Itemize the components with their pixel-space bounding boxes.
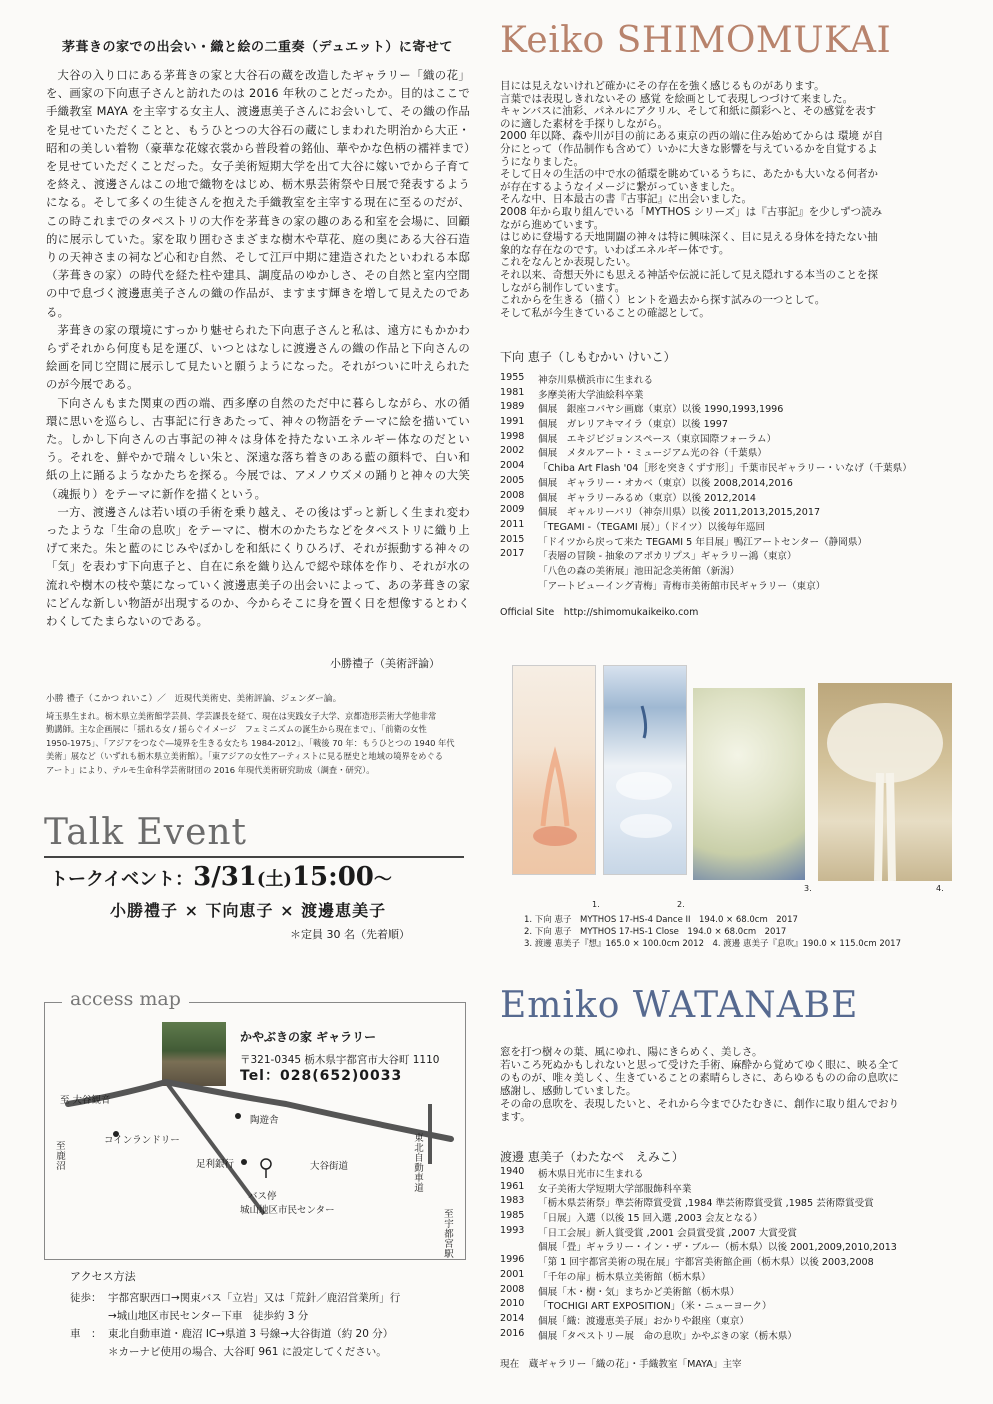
bio-row: 2009 個展 ギャルリーパリ（神奈川県）以後 2011,2013,2015,2017 [500, 504, 821, 519]
bio-row: 1955 神奈川県横浜市に生まれる [500, 372, 654, 386]
talk-speakers: 小勝禮子 × 下向恵子 × 渡邊恵美子 [110, 901, 387, 920]
bio-row: 2008 個展「木・樹・気」まちかど美術館（栃木県） [500, 1283, 740, 1298]
gallery-address: 〒321-0345 栃木県宇都宮市大谷町 1110 [240, 1054, 440, 1066]
watanabe-current: 現在 蔵ギャラリー「織の花」・手織教室「MAYA」主宰 [500, 1359, 742, 1370]
bio-row: 1993 「日工会展」新人賞受賞 ,2001 会員賞受賞 ,2007 大賞受賞 [500, 1224, 798, 1239]
artwork-caption: 3. 渡邊 恵美子『想』165.0 × 100.0cm 2012 4. 渡邊 恵美子『息吹』190.0 × 115.0cm 2017 [524, 939, 901, 949]
access-walk-line: →城山地区市民センター下車 徒歩約 3 分 [108, 1310, 309, 1322]
talk-label: トークイベント： [50, 869, 194, 890]
essay-author: 小勝禮子（美術評論） [330, 657, 440, 670]
bio-row: 1981 多摩美術大学油絵科卒業 [500, 386, 644, 401]
artwork-caption: 1. 下向 恵子 MYTHOS 17-HS-4 Dance II 194.0 × 68.0cm 2017 [524, 915, 798, 925]
watanabe-profile-title: 渡邊 恵美子（わたなべ えみこ） [500, 1150, 684, 1164]
watanabe-bio [500, 1166, 970, 1342]
bio-row: 1940 栃木県日光市に生まれる [500, 1166, 644, 1180]
bio-row: 1996 「第 1 回宇都宮美術の現在展」宇都宮美術館企画（栃木県）以後 2003,2008 [500, 1254, 874, 1269]
essay-paragraph: 大谷の入り口にある茅葺きの家と大谷石の蔵を改造したギャラリー「織の花」を、画家の下向恵子さんと訪れたのは 2016 年秋のことだったか。目的はここで手織教室 MAYA を主宰する女主人、渡邊恵美子さんにお会いして、その織の作品を見せていただくことと、もうひとつの大谷石の蔵にしまわれた明治から大正・昭和の美しい着物（豪華な花嫁衣裳から普段着の銘仙、華やかな色柄の襦袢まで）を見せていただくことだった。女子美術短期大学を出て大谷に嫁いでから子育てを終え、渡邊さんはこの地で織物をはじめ、栃木県芸術祭や日展で発表するようになる。そして多くの生徒さんを抱えた手織教室を主宰する現在に至るのだが、この時これまでのタペストリの大作を茅葺きの家の趣のある和室を会場に、回顧的に展示していた。家を取り囲むさまざまな樹木や草花、庭の奥にある大谷石造りの天神さまの祠など心和む自然、そして江戸中期に建造されたといわれる本邸（茅葺きの家）の時代を経た柱や建具、調度品のゆかしさ、その自然と室内空間の中で息づく渡邊恵美子さんの織の作品が、ますます輝きを増して見えたのである。 [46, 68, 470, 319]
artwork-number: 1. [592, 900, 600, 909]
statement-line: はじめに登場する天地開闢の神々は特に興味深く、目に見える身体を持たない抽 [500, 231, 878, 244]
statement-line: それ以来、奇想天外にも思える神話や伝説に託して見え隠れする本当のことを探 [500, 268, 878, 281]
talk-event-title: Talk Event [44, 812, 248, 853]
bio-row: 1985 「日展」入選（以後 15 回入選 ,2003 会友となる） [500, 1210, 763, 1225]
statement-line: そして私が今生きていることの確認として。 [500, 306, 710, 319]
statement-line: キャンバスに油彩、パネルにアクリル、そして和紙に顔彩へと、その感覚を表す [500, 105, 877, 118]
bio-row: 2017 「表層の冒険 - 抽象のアポカリプス」ギャラリー鴻（東京） [500, 548, 797, 563]
bio-row: 2011 「TEGAMI -（TEGAMI 展）」（ドイツ）以後毎年巡回 [500, 518, 766, 533]
access-car-line: 東北自動車道・鹿沼 IC→県道 3 号線→大谷街道（約 20 分） [108, 1328, 394, 1340]
statement-line: そんな中、日本最古の書『古事記』に出会いました。 [500, 193, 752, 206]
statement-line: 感謝し、感動していました。 [500, 1085, 637, 1097]
essay-paragraph: 下向さんもまた関東の西の端、西多摩の自然のただ中に暮らしながら、水の循環に思いを巡らし、古事記に行きあたって、神々の物語をテーマに絵を描いていた。しかし下向さんの古事記の神々は身体を持たないエネルギー体なのだという。それを、鮮やかで瑞々しい朱と、深遠な落ち着きのある藍の顔料で、白い和紙の上に踊るようなかたちを探る。今展では、アメノウズメの踊りと神々の大笑（魂振り）をテーマに新作を描くという。 [46, 395, 470, 501]
critic-bio-line: アート」により、テルモ生命科学芸術財団の 2016 年現代美術研究助成（調査・研究）。 [46, 764, 375, 775]
watanabe-name: Emiko WATANABE [500, 985, 859, 1026]
artwork-dance-ii-image [513, 666, 595, 874]
talk-weekday: (土) [256, 869, 292, 890]
bio-row: 「アートビューイング青梅」青梅市美術館市民ギャラリー（東京） [538, 580, 826, 592]
statement-line: そして日々の生活の中で水の循環を眺めているうちに、あたかも大いなる何者か [500, 168, 878, 181]
bio-row: 2014 個展「織：渡邊恵美子展」おかりや銀座（東京） [500, 1312, 750, 1327]
access-map-drawing [46, 1004, 462, 1256]
artwork-dance-ii [512, 665, 596, 875]
bio-row: 2004 「Chiba Art Flash '04［形を突きくずす形］」千葉市民ギャラリー・いなげ（千葉県） [500, 460, 912, 475]
statement-line: が存在するようなイメージに繋がっていきました。 [500, 180, 742, 193]
map-label-ohya-kannon: 至 大谷観音 [60, 1095, 111, 1106]
statement-line: これからを生きる（描く）ヒントを過去から探す試みの一つとして。 [500, 294, 826, 307]
artwork-number: 3. [804, 884, 812, 893]
critic-bio-line: 美術」展など（いずれも栃木県立美術館）。「東アジアの女性アーティストに見る歴史と地域の境界をめぐる [46, 751, 444, 762]
bank-dot [241, 1159, 247, 1165]
statement-line: しながら制作しています。 [500, 281, 626, 294]
statement-line: 目には見えないけれど確かにその存在を強く感じるものがあります。 [500, 80, 825, 92]
shimomukai-name: Keiko SHIMOMUKAI [500, 20, 892, 61]
access-car-label: 車 ： [70, 1328, 102, 1340]
statement-line: ながら進めています。 [500, 218, 605, 231]
bio-row: 「八色の森の美術展」池田記念美術館（新潟） [538, 565, 740, 577]
toyusha-dot [235, 1113, 241, 1119]
statement-line: これをなんとか表現したい。 [500, 256, 637, 269]
bus-stop-icon [261, 1159, 271, 1169]
statement-line: のに適した素材を手探りしながら。 [500, 117, 668, 130]
essay-title: 茅葺きの家での出会い・織と絵の二重奏（デュエット）に寄せて [62, 40, 453, 55]
bio-row: 2001 「千年の扉」栃木県立美術館（栃木県） [500, 1268, 711, 1283]
bio-row: 2016 個展「タペストリー展 命の息吹」かやぶきの家（栃木県） [500, 1327, 798, 1342]
gallery-tel: Tel：028(652)0033 [240, 1068, 403, 1084]
bio-row: 個展「畳」ギャラリー・イン・ザ・ブルー（栃木県）以後 2001,2009,2010,2013 [538, 1242, 897, 1254]
map-label-laundry: コインランドリー [104, 1135, 180, 1146]
statement-line: 象的な存在なのです。いわばエネルギー体です。 [500, 243, 730, 256]
essay-paragraph: 茅葺きの家の環境にすっかり魅せられた下向恵子さんと私は、遠方にもかかわらずそれから何度も足を運び、いつとはなしに渡邊さんの織の作品と下向さんの絵画を同じ空間に展示して見たいと願うようになった。それがついに叶えられたのが今展である。 [46, 322, 470, 392]
shimomukai-bio [500, 372, 970, 592]
map-label-oya-road: 大谷街道 [310, 1161, 349, 1172]
artwork-ibuki [818, 683, 952, 881]
artwork-caption: 2. 下向 恵子 MYTHOS 17-HS-1 Close 194.0 × 68.0cm 2017 [524, 927, 787, 937]
shimomukai-statement [500, 80, 960, 319]
statement-line: 2008 年から取り組んでいる「MYTHOS シリーズ」は『古事記』を少しずつ読み [500, 205, 883, 218]
oya-road-line [68, 1082, 451, 1139]
bio-row: 2010 「TOCHIGI ART EXPOSITION」（米・ニューヨーク） [500, 1298, 772, 1313]
map-label-to: 至 [56, 1141, 66, 1152]
statement-line: 分にとって（作品制作も含めて）いかに大きな影響を与えているかを自覚するよ [500, 142, 878, 155]
talk-event-schedule [50, 862, 392, 892]
bio-row: 2008 個展 ギャラリーみるめ（東京）以後 2012,2014 [500, 489, 757, 504]
bio-row: 1961 女子美術大学短期大学部服飾科卒業 [500, 1180, 692, 1195]
bio-row: 2002 個展 メタルアート・ミュージアム光の谷（千葉県） [500, 445, 767, 460]
statement-line: 2000 年以降、森や川が目の前にある東京の西の端に住み始めてからは 環境 が自 [500, 130, 884, 143]
talk-divider [44, 856, 464, 858]
access-title: アクセス方法 [70, 1270, 136, 1283]
essay-body [46, 66, 470, 630]
official-site-link[interactable]: Official Site http://shimomukaikeiko.com [500, 607, 699, 618]
gallery-name: かやぶきの家 ギャラリー [240, 1030, 377, 1044]
map-label-to: 至 [444, 1209, 454, 1220]
statement-line: 言葉では表現しきれないその 感覚 を絵画として表現しつづけて来ました。 [500, 92, 854, 105]
critic-bio-line: 埼玉県生まれ。栃木県立美術館学芸員、学芸課長を経て、現在は実践女子大学、京都造形芸術大学他非常 [46, 710, 437, 721]
statement-line: その命の息吹を、表現したいと、それから今までひたむきに、創作に取り組んでおり [500, 1098, 899, 1110]
map-label-utsunomiya: 宇都宮駅 [444, 1219, 454, 1260]
bio-row: 2015 「ドイツから戻って来た TEGAMI 5 年目展」鴨江アートセンター（静岡県） [500, 533, 868, 548]
critic-bio-line: 勤講師。主な企画展に「揺れる女 / 揺らぐイメージ フェミニズムの誕生から現在まで」、「前衛の女性 [46, 724, 427, 735]
statement-line: うになりました。 [500, 155, 584, 168]
bio-row: 1983 「栃木県芸術祭」準芸術際賞受賞 ,1984 準芸術際賞受賞 ,1985 芸術際賞受賞 [500, 1195, 874, 1210]
statement-line: のものが、唯々美しく、生きていることの素晴らしさに、あらゆるものの命の息吹に [500, 1072, 899, 1084]
statement-line: 窓を打つ樹々の葉、風にゆれ、陽にきらめく、美しさ。 [500, 1046, 763, 1058]
statement-line: 若いころ死ぬかもしれないと思って受けた手術、麻酔から覚めてゆく眼に、映る全て [500, 1059, 899, 1071]
access-walk-label: 徒歩： [70, 1292, 102, 1304]
statement-line: ます。 [500, 1111, 531, 1123]
map-label-expressway: 東北自動車道 [414, 1133, 424, 1194]
essay-paragraph: 一方、渡邊さんは若い頃の手術を乗り越え、その後はずっと新しく生まれ変わったような「生命の息吹」をテーマに、樹木のかたちなどをタペストリに織り上げて来た。朱と藍のにじみやぼかしを和紙にくりひろげ、それが振動する神々の「気」を表わす下向恵子と、自在に糸を織り込んで綛や球体を作り、それが水の流れや樹木の枝や葉になっていく渡邊恵美子の出会いによって、あの茅葺きの家にどんな新しい物語が出現するのか、今からそこに身を置く日を想像するとわくわくしてたまらないのである。 [46, 504, 470, 629]
talk-time: 15:00 [291, 862, 374, 892]
artwork-number: 4. [936, 884, 944, 893]
map-label-kanuma: 鹿沼 [56, 1151, 66, 1172]
talk-capacity: ＊定員 30 名（先着順） [290, 928, 410, 941]
bio-row: 1998 個展 エキジビジョンスペース（東京国際フォーラム） [500, 430, 777, 445]
map-label-toyusha: 陶遊舎 [250, 1115, 279, 1126]
bio-row: 2005 個展 ギャラリー・オカベ（東京）以後 2008,2014,2016 [500, 474, 793, 489]
critic-bio [46, 693, 466, 778]
access-car-note: ＊カーナビ使用の場合、大谷町 961 に設定してください。 [108, 1346, 387, 1358]
map-label-bus-stop: バス停 [248, 1191, 277, 1202]
talk-date: 3/31 [193, 862, 257, 892]
bio-row: 1991 個展 ガレリアキマイラ（東京）以後 1997 [500, 416, 728, 431]
critic-bio-intro: 小勝 禮子（こかつ れいこ）／ 近現代美術史、美術評論、ジェンダー論。 [46, 694, 342, 704]
artwork-omoi [693, 688, 805, 880]
watanabe-statement [500, 1046, 965, 1124]
artwork-close [603, 665, 687, 875]
shimomukai-profile-title: 下向 恵子（しもむかい けいこ） [500, 350, 676, 364]
artwork-close-image [604, 666, 686, 874]
bio-row: 1989 個展 銀座コバヤシ画廊（東京）以後 1990,1993,1996 [500, 401, 784, 416]
artwork-number: 2. [677, 900, 685, 909]
artwork-ibuki-image [818, 683, 952, 881]
access-walk-line: 宇都宮駅西口→関東バス「立岩」又は「荒針／鹿沼営業所」行 [108, 1292, 401, 1304]
talk-tilde: ～ [373, 869, 392, 890]
map-label-bank: 足利銀行 [196, 1159, 235, 1170]
critic-bio-line: 1950-1975」、「アジアをつなぐ―境界を生きる女たち 1984-2012」、「戦後 70 年：もうひとつの 1940 年代 [46, 737, 455, 748]
map-label-center: 城山地区市民センター [240, 1205, 335, 1216]
access-map-title: access map [62, 988, 189, 1010]
